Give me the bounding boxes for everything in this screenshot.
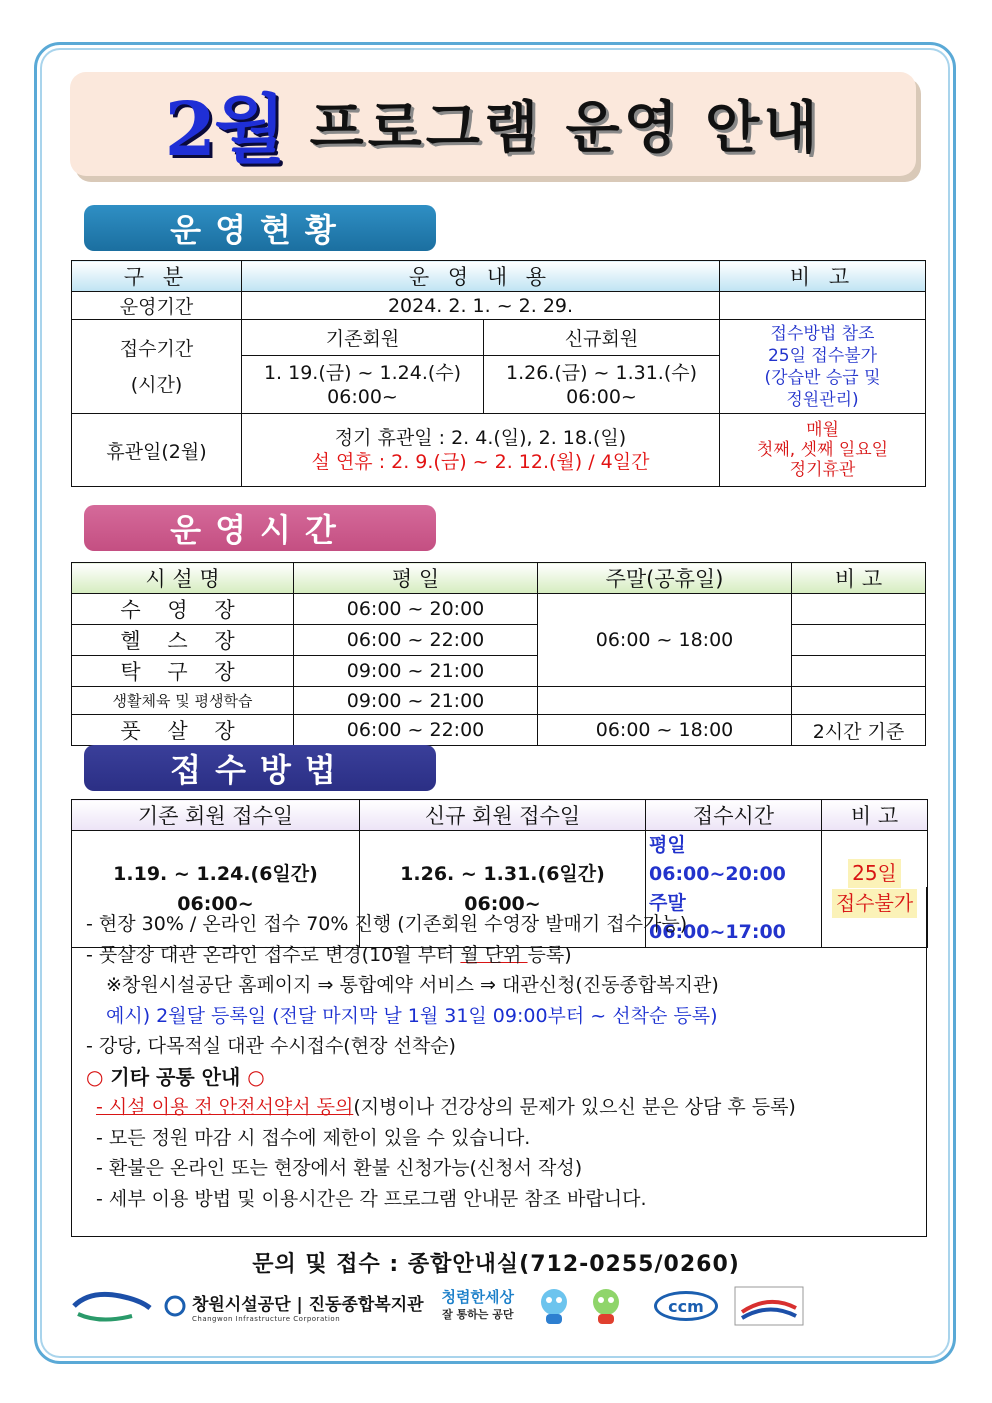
- note-text: - 풋살장 대관 온라인 접수로 변경(10월 부터: [86, 943, 461, 966]
- mascot-blue-icon: [536, 1286, 572, 1326]
- facility-note: [792, 656, 926, 687]
- ccm-text: ccm: [668, 1296, 704, 1316]
- note-line: 접수불가: [832, 889, 917, 918]
- reception-note: [720, 320, 926, 414]
- table-header: 비 고: [792, 563, 926, 594]
- facility-name: 수 영 장: [72, 594, 294, 625]
- reception-label-sub: (시간): [130, 373, 183, 396]
- weekday-time: 평일06:00~20:00: [649, 834, 786, 885]
- table-header: 시 설 명: [72, 563, 294, 594]
- new-member-label: 신규회원: [484, 320, 720, 356]
- note-example: 예시) 2월달 등록일 (전달 마지막 날 1월 31일 09:00부터 ~ 선착순 등록): [106, 1004, 718, 1027]
- table-header: 평 일: [294, 563, 538, 594]
- note-line: 첫째, 셋째 일요일: [756, 440, 889, 460]
- note-line: (강습반 승급 및: [764, 367, 881, 388]
- facility-note: [792, 625, 926, 656]
- page-title: [70, 72, 916, 176]
- dates-text: 1.26.(금) ~ 1.31.(수): [505, 361, 698, 384]
- note-underlined: 월 단위: [460, 943, 528, 966]
- weekday-hours: 09:00 ~ 21:00: [294, 656, 538, 687]
- facility-note: [792, 687, 926, 715]
- note-item: - 현장 30% / 온라인 접수 70% 진행 (기존회원 수영장 발매기 접수가능): [86, 913, 688, 935]
- time-text: 06:00~: [177, 893, 254, 915]
- weekend-hours: [538, 687, 792, 715]
- status-table: [71, 260, 926, 487]
- org-text: 창원시설공단 | 진동종합복지관: [192, 1294, 424, 1315]
- note-text: (지병이나 건강상의 문제가 있으신 분은 상담 후 등록): [353, 1096, 796, 1118]
- common-notice-heading: [86, 1062, 926, 1093]
- facility-name: 생활체육 및 평생학습: [72, 687, 294, 715]
- time-text: 06:00~: [566, 385, 637, 408]
- dates-text: 1. 19.(금) ~ 1.24.(수): [263, 361, 462, 384]
- row-label: 휴관일(2월): [72, 414, 242, 487]
- note-item: ※창원시설공단 홈페이지 ⇒ 통합예약 서비스 ⇒ 대관신청(진동종합복지관): [106, 974, 719, 996]
- org-text-en: Changwon Infrastructure Corporation: [192, 1314, 341, 1323]
- weekday-hours: 06:00 ~ 22:00: [294, 625, 538, 656]
- note-line: 매월: [806, 420, 839, 440]
- city-logo-icon: [70, 1286, 154, 1326]
- closed-days: [242, 414, 720, 487]
- weekend-hours: 06:00 ~ 18:00: [538, 715, 792, 746]
- reception-label: 접수기간: [119, 337, 194, 360]
- weekday-hours: 06:00 ~ 22:00: [294, 715, 538, 746]
- note-text: 등록): [527, 943, 572, 966]
- facility-note: [792, 594, 926, 625]
- note-highlight: - 시설 이용 전 안전서약서 동의: [96, 1096, 354, 1118]
- slogan-line: 청렴한세상: [441, 1288, 514, 1306]
- note-line: 접수방법 참조: [770, 323, 875, 344]
- note-item: [86, 940, 926, 971]
- circle-icon: ○: [86, 1064, 104, 1089]
- weekday-hours: 09:00 ~ 21:00: [294, 687, 538, 715]
- org-name: [192, 1290, 424, 1323]
- contact-info: 문의 및 접수 : 종합안내실(712-0255/0260): [252, 1252, 740, 1277]
- corporation-logo-icon: [164, 1295, 186, 1317]
- slogan: [442, 1289, 514, 1323]
- note-line: 25일: [848, 859, 901, 888]
- note-item: - 모든 정원 마감 시 접수에 제한이 있을 수 있습니다.: [96, 1126, 531, 1149]
- section-banner-hours: 운영시간: [84, 505, 436, 551]
- note-item: - 환불은 온라인 또는 현장에서 환불 신청가능(신청서 작성): [96, 1157, 583, 1179]
- dates-text: 1.26. ~ 1.31.(6일간): [400, 863, 605, 885]
- circle-icon: ○: [247, 1064, 265, 1089]
- footer: [70, 1284, 940, 1328]
- certification-logo-icon: [734, 1286, 804, 1326]
- closed-regular: 정기 휴관일 : 2. 4.(일), 2. 18.(일): [334, 427, 627, 449]
- facility-name: 탁 구 장: [72, 656, 294, 687]
- closed-note: [720, 414, 926, 487]
- existing-dates: [242, 356, 484, 414]
- dates-text: 1.19. ~ 1.24.(6일간): [113, 863, 318, 885]
- row-label: [72, 320, 242, 414]
- weekend-hours: 06:00 ~ 18:00: [538, 594, 792, 687]
- mascot-green-icon: [588, 1286, 624, 1326]
- table-header: 운 영 내 용: [242, 261, 720, 292]
- table-header: 비 고: [720, 261, 926, 292]
- weekday-hours: 06:00 ~ 20:00: [294, 594, 538, 625]
- table-header: 구 분: [72, 261, 242, 292]
- table-header: 접수시간: [646, 800, 822, 831]
- note-line: 25일 접수불가: [767, 345, 878, 366]
- table-header: 비 고: [822, 800, 928, 831]
- title-text: 프로그램 운영 안내: [309, 96, 822, 161]
- facility-note: 2시간 기준: [792, 715, 926, 746]
- new-dates: [484, 356, 720, 414]
- table-header: 기존 회원 접수일: [72, 800, 360, 831]
- table-row: [72, 715, 926, 746]
- table-header: 신규 회원 접수일: [360, 800, 646, 831]
- weekend-time: 주말06:00~17:00: [649, 892, 786, 943]
- table-row: [72, 625, 926, 656]
- section-banner-method: 접수방법: [84, 745, 436, 791]
- ccm-logo-icon: [654, 1291, 718, 1321]
- table-row: [72, 594, 926, 625]
- note-line: 정기휴관: [789, 460, 856, 480]
- period-value: 2024. 2. 1. ~ 2. 29.: [242, 292, 720, 320]
- time-text: 06:00~: [327, 385, 398, 408]
- note-item: - 강당, 다목적실 대관 수시접수(현장 선착순): [86, 1035, 456, 1057]
- closed-holiday: 설 연휴 : 2. 9.(금) ~ 2. 12.(월) / 4일간: [311, 451, 650, 473]
- table-row: [72, 656, 926, 687]
- title-month: 2월: [164, 87, 284, 173]
- slogan-line: 잘 통하는 공단: [442, 1308, 514, 1321]
- table-header: 주말(공휴일): [538, 563, 792, 594]
- hours-table: [71, 562, 926, 746]
- note-item: - 세부 이용 방법 및 이용시간은 각 프로그램 안내문 참조 바랍니다.: [96, 1187, 647, 1210]
- heading-text: 기타 공통 안내: [110, 1064, 241, 1089]
- section-banner-status: 운영현황: [84, 205, 436, 251]
- facility-name: 풋 살 장: [72, 715, 294, 746]
- table-row: [72, 687, 926, 715]
- row-label: 운영기간: [72, 292, 242, 320]
- note-item: [86, 1092, 926, 1123]
- note-line: 정원관리): [786, 389, 859, 410]
- facility-name: 헬 스 장: [72, 625, 294, 656]
- time-text: 06:00~: [464, 893, 541, 915]
- empty-cell: [720, 292, 926, 320]
- existing-member-label: 기존회원: [242, 320, 484, 356]
- notes-box: [71, 887, 927, 1237]
